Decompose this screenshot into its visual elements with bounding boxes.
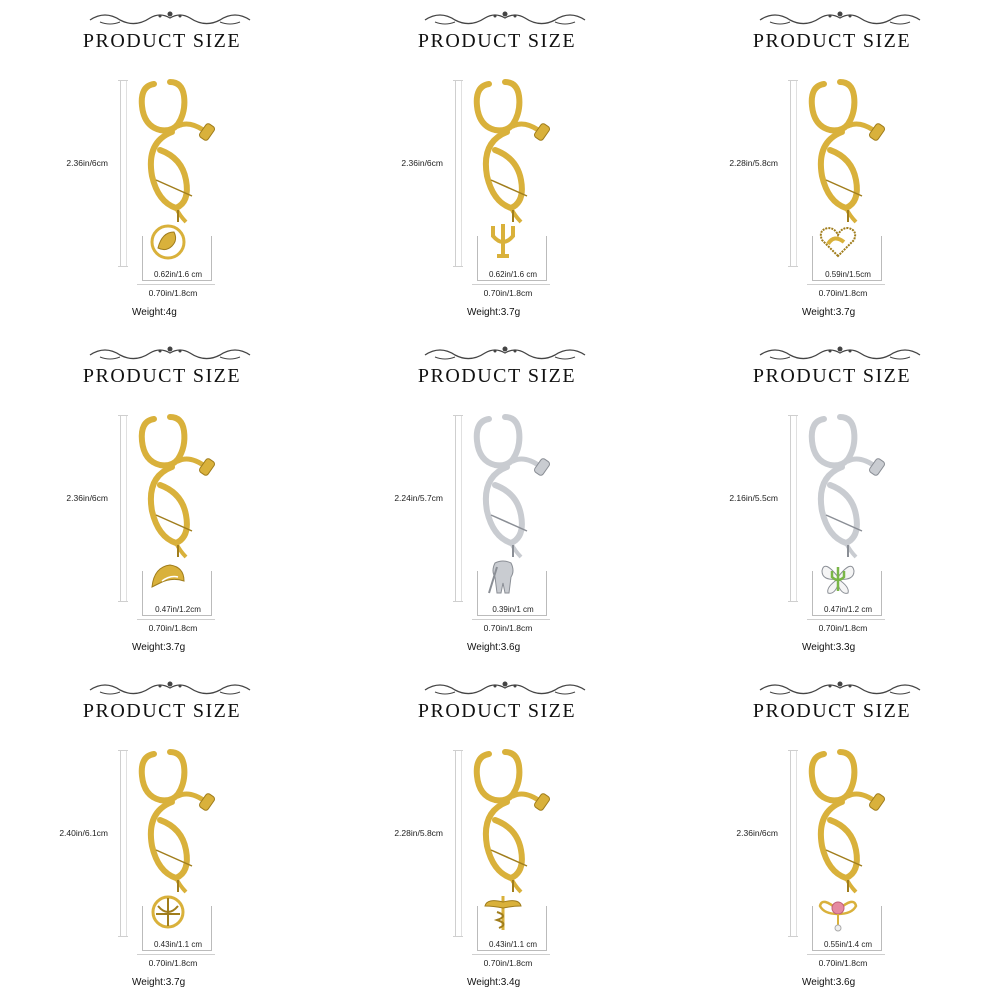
height-label: 2.36in/6cm	[66, 493, 108, 503]
height-label: 2.36in/6cm	[66, 158, 108, 168]
product-size-card	[335, 670, 668, 1003]
height-label: 2.36in/6cm	[736, 828, 778, 838]
flourish-ornament-icon	[750, 343, 930, 363]
product-size-card	[670, 335, 1000, 668]
height-dimension-line	[120, 415, 121, 601]
product-size-card	[335, 0, 668, 333]
product-size-title: PRODUCT SIZE	[417, 365, 577, 387]
flourish-ornament-icon	[80, 8, 260, 28]
weight-label: Weight:3.3g	[802, 642, 856, 653]
pin-width-line	[807, 284, 885, 285]
pin-width-line	[472, 619, 550, 620]
height-dimension-line	[455, 750, 456, 936]
pin-width-line	[472, 284, 550, 285]
height-dimension-line	[790, 750, 791, 936]
pin-width-line	[807, 619, 885, 620]
weight-label: Weight:3.7g	[132, 977, 186, 988]
weight-label: Weight:3.7g	[802, 307, 856, 318]
weight-label: Weight:4g	[132, 307, 177, 318]
pin-width-label: 0.70in/1.8cm	[818, 958, 868, 968]
flourish-ornament-icon	[750, 8, 930, 28]
charm-width-label: 0.39in/1 cm	[492, 605, 534, 614]
height-label: 2.28in/5.8cm	[394, 828, 443, 838]
product-size-title: PRODUCT SIZE	[752, 30, 912, 52]
height-dimension-line	[120, 80, 121, 266]
pin-width-label: 0.70in/1.8cm	[148, 288, 198, 298]
product-size-card	[0, 0, 333, 333]
charm-width-label: 0.59in/1.5cm	[825, 270, 871, 279]
flourish-ornament-icon	[415, 8, 595, 28]
height-dimension-line	[790, 415, 791, 601]
product-size-card	[670, 670, 1000, 1003]
height-label: 2.36in/6cm	[401, 158, 443, 168]
weight-label: Weight:3.6g	[467, 642, 521, 653]
height-dimension-line	[120, 750, 121, 936]
product-size-title: PRODUCT SIZE	[82, 30, 242, 52]
flourish-ornament-icon	[415, 343, 595, 363]
weight-label: Weight:3.4g	[467, 977, 521, 988]
pin-width-label: 0.70in/1.8cm	[483, 288, 533, 298]
pin-width-label: 0.70in/1.8cm	[818, 623, 868, 633]
product-size-title: PRODUCT SIZE	[417, 700, 577, 722]
weight-label: Weight:3.6g	[802, 977, 856, 988]
height-dimension-line	[455, 415, 456, 601]
weight-label: Weight:3.7g	[132, 642, 186, 653]
charm-width-label: 0.47in/1.2cm	[155, 605, 201, 614]
pin-width-label: 0.70in/1.8cm	[148, 623, 198, 633]
pin-width-label: 0.70in/1.8cm	[818, 288, 868, 298]
charm-width-label: 0.43in/1.1 cm	[153, 940, 203, 949]
height-dimension-line	[455, 80, 456, 266]
flourish-ornament-icon	[80, 343, 260, 363]
height-label: 2.16in/5.5cm	[729, 493, 778, 503]
weight-label: Weight:3.7g	[467, 307, 521, 318]
product-size-card	[0, 335, 333, 668]
charm-width-label: 0.47in/1.2 cm	[823, 605, 873, 614]
height-label: 2.24in/5.7cm	[394, 493, 443, 503]
charm-width-label: 0.62in/1.6 cm	[153, 270, 203, 279]
flourish-ornament-icon	[80, 678, 260, 698]
height-dimension-line	[790, 80, 791, 266]
pin-width-line	[472, 954, 550, 955]
height-label: 2.40in/6.1cm	[59, 828, 108, 838]
pin-width-label: 0.70in/1.8cm	[483, 958, 533, 968]
product-size-card	[335, 335, 668, 668]
charm-width-label: 0.62in/1.6 cm	[488, 270, 538, 279]
flourish-ornament-icon	[750, 678, 930, 698]
height-label: 2.28in/5.8cm	[729, 158, 778, 168]
pin-width-line	[807, 954, 885, 955]
charm-width-label: 0.43in/1.1 cm	[488, 940, 538, 949]
pin-width-line	[137, 619, 215, 620]
pin-width-label: 0.70in/1.8cm	[483, 623, 533, 633]
pin-width-line	[137, 284, 215, 285]
pin-width-label: 0.70in/1.8cm	[148, 958, 198, 968]
product-size-title: PRODUCT SIZE	[82, 700, 242, 722]
product-size-title: PRODUCT SIZE	[417, 30, 577, 52]
product-size-card	[670, 0, 1000, 333]
product-size-title: PRODUCT SIZE	[752, 365, 912, 387]
product-size-card	[0, 670, 333, 1003]
pin-width-line	[137, 954, 215, 955]
product-size-title: PRODUCT SIZE	[82, 365, 242, 387]
charm-width-label: 0.55in/1.4 cm	[823, 940, 873, 949]
flourish-ornament-icon	[415, 678, 595, 698]
product-size-title: PRODUCT SIZE	[752, 700, 912, 722]
